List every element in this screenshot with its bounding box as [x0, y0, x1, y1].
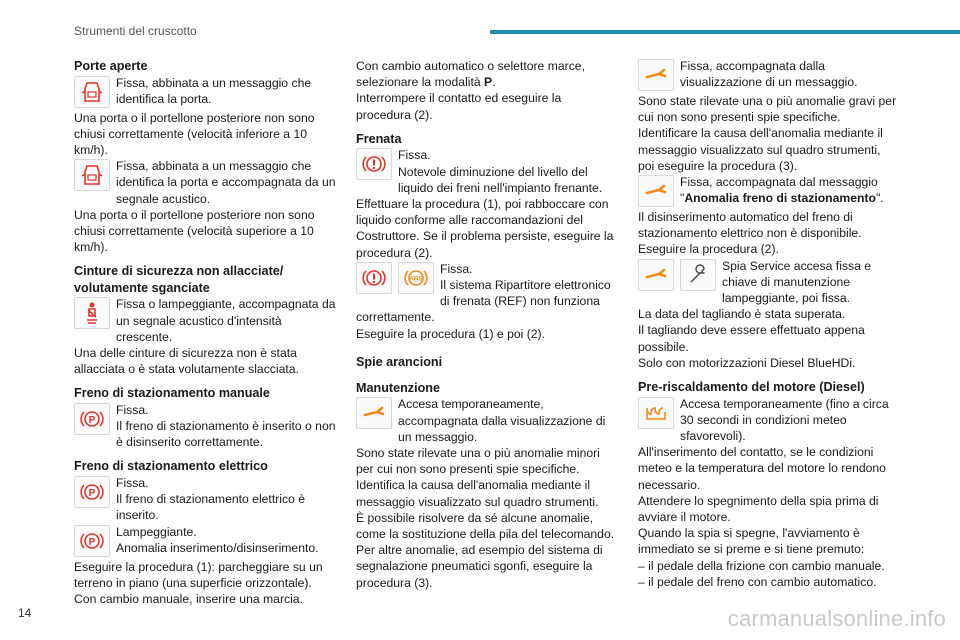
column-1 [74, 58, 336, 607]
column-3 [638, 58, 900, 590]
freno-anomalia-text: Fissa, accompagnata dal messaggio "Anomalia freno di stazionamento". [680, 175, 884, 206]
porte-text-d: Una porta o il portellone posteriore non sono chiusi correttamente (velocità superiore a 10 km/h). [74, 207, 315, 255]
porte-text-c: Fissa, abbinata a un messaggio che identifica la porta e accompagnata da un segnale acustico. [116, 159, 336, 206]
elettrico-text-f: Con cambio manuale, inserire una marcia. [74, 591, 303, 606]
manut-text-a: Accesa temporaneamente, accompagnata dalla visualizzazione di un messaggio. [398, 397, 606, 444]
elettrico-text-b: Il freno di stazionamento elettrico è inserito. [116, 492, 306, 523]
abs-icon [398, 262, 434, 294]
section-title-preriscaldamento: Pre-riscaldamento del motore (Diesel) [638, 380, 865, 395]
svg-text:ABS: ABS [409, 275, 423, 283]
grave-text-c: Identificare la causa dell'anomalia mediante il messaggio visualizzato sul quadro strumenti, poi eseguire la procedura (3). [638, 126, 883, 173]
intro-text: Con cambio automatico o selettore marce, selezionare la modalità P. [356, 59, 585, 90]
elettrico-text-d: Anomalia inserimento/disinserimento. [116, 540, 319, 555]
grave-text-a: Fissa, accompagnata dalla visualizzazione di un messaggio. [680, 59, 858, 90]
elettrico-text-e: Eseguire la procedura (1): parcheggiare su un terreno in piano (una superficie orizzontale). [74, 559, 323, 590]
section-title-cinture: Cinture di sicurezza non allacciate/ volutamente sganciate [74, 264, 284, 295]
page-number: 14 [18, 606, 32, 620]
manuale-text-a: Fissa. [116, 402, 149, 417]
svg-text:P: P [88, 414, 96, 426]
section-title-manutenzione: Manutenzione [356, 380, 440, 395]
wrench-icon [638, 59, 674, 91]
section-title-freno-elettrico: Freno di stazionamento elettrico [74, 459, 268, 474]
svg-text:P: P [88, 487, 96, 499]
section-title-frenata: Frenata [356, 131, 402, 146]
elettrico-text-a: Fissa. [116, 475, 149, 490]
cinture-text-a: Fissa o lampeggiante, accompagnata da un segnale acustico d'intensità crescente. [116, 297, 336, 344]
wrench-icon [638, 175, 674, 207]
service-text-b: La data del tagliando è stata superata. [638, 307, 846, 322]
section-title-freno-manuale: Freno di stazionamento manuale [74, 386, 270, 401]
pre-text-f: – il pedale del freno con cambio automatico. [638, 574, 877, 589]
service-text-d: Solo con motorizzazioni Diesel BlueHDi. [638, 355, 856, 370]
door-open-icon [74, 76, 110, 108]
pre-text-b: All'inserimento del contatto, se le condizioni meteo e la temperatura del motore lo rendono necessario. [638, 445, 886, 492]
svg-text:P: P [88, 536, 96, 548]
service-text-c: Il tagliando deve essere effettuato appena possibile. [638, 323, 865, 354]
section-title-spie-arancioni: Spie arancioni [356, 354, 443, 369]
service-text-a: Spia Service accesa fissa e chiave di manutenzione lampeggiante, poi fissa. [722, 258, 872, 306]
cinture-text-b: Una delle cinture di sicurezza non è stata allacciata o è stata volutamente slacciata. [74, 345, 299, 377]
watermark: carmanualsonline.info [727, 606, 946, 631]
pre-text-d: Quando la spia si spegne, l'avviamento è immediato se si preme e si tiene premuto: [638, 526, 865, 557]
glow-plug-icon [638, 397, 674, 429]
ref-text-c: Eseguire la procedura (1) e poi (2). [356, 326, 546, 341]
frenata-text-c: Effettuare la procedura (1), poi rabboccare con liquido conforme alle raccomandazioni del Costruttore. Se il problema persiste, eseguire la procedura (2). [356, 196, 614, 260]
seatbelt-icon [74, 297, 110, 329]
manuale-text-b: Il freno di stazionamento è inserito o non è disinserito correttamente. [116, 419, 336, 450]
parking-brake-icon [74, 476, 110, 508]
service-wrench-icon [680, 259, 716, 291]
intro-text-c: Interrompere il contatto ed eseguire la procedura (2). [356, 91, 562, 122]
brake-warning-icon [356, 148, 392, 180]
parking-brake-icon [74, 403, 110, 435]
elettrico-text-c: Lampeggiante. [116, 524, 197, 539]
frenata-text-b: Notevole diminuzione del livello del liquido dei freni nell'impianto frenante. [398, 164, 603, 195]
manut-text-d: È possibile risolvere da sé alcune anomalie, come la sostituzione della pila del telecomando. [356, 510, 615, 542]
section-title-porte: Porte aperte [74, 59, 148, 73]
pre-text-a: Accesa temporaneamente (fino a circa 30 secondi in condizioni meteo sfavorevoli). [680, 396, 889, 443]
brake-warning-icon [356, 262, 392, 294]
porte-text-b: Una porta o il portellone posteriore non sono chiusi correttamente (velocità inferiore a 10 km/h). [74, 110, 315, 157]
manut-text-e: Per altre anomalie, ad esempio del sistema di segnalazione pneumatici sgonfi, eseguire la procedura (3). [356, 543, 603, 590]
manut-text-c: Identifica la causa dell'anomalia mediante il messaggio visualizzato sul quadro strumenti. [356, 478, 599, 509]
ref-text-a: Fissa. [440, 261, 473, 276]
pre-text-e: – il pedale della frizione con cambio manuale. [638, 558, 885, 573]
page-header-title: Strumenti del cruscotto [74, 24, 197, 38]
ref-text-b: Il sistema Ripartitore elettronico di frenata (REF) non funziona correttamente. [356, 277, 611, 325]
pre-text-c: Attendere lo spegnimento della spia prima di avviare il motore. [638, 493, 879, 524]
door-open-icon [74, 159, 110, 191]
porte-text-a: Fissa, abbinata a un messaggio che identifica la porta. [116, 75, 312, 106]
column-2 [356, 58, 618, 591]
manut-text-b: Sono state rilevate una o più anomalie minori per cui non sono presenti spie specifiche. [356, 446, 600, 477]
parking-brake-icon [74, 525, 110, 557]
header-accent-bar [490, 30, 960, 34]
frenata-text-a: Fissa. [398, 148, 431, 163]
wrench-icon [356, 397, 392, 429]
freno-anomalia-text-c: Eseguire la procedura (2). [638, 242, 779, 257]
wrench-icon [638, 259, 674, 291]
grave-text-b: Sono state rilevate una o più anomalie gravi per cui non sono presenti spie specifiche. [638, 94, 897, 125]
freno-anomalia-text-b: Il disinserimento automatico del freno di stazionamento elettrico non è disponibile. [638, 210, 862, 241]
